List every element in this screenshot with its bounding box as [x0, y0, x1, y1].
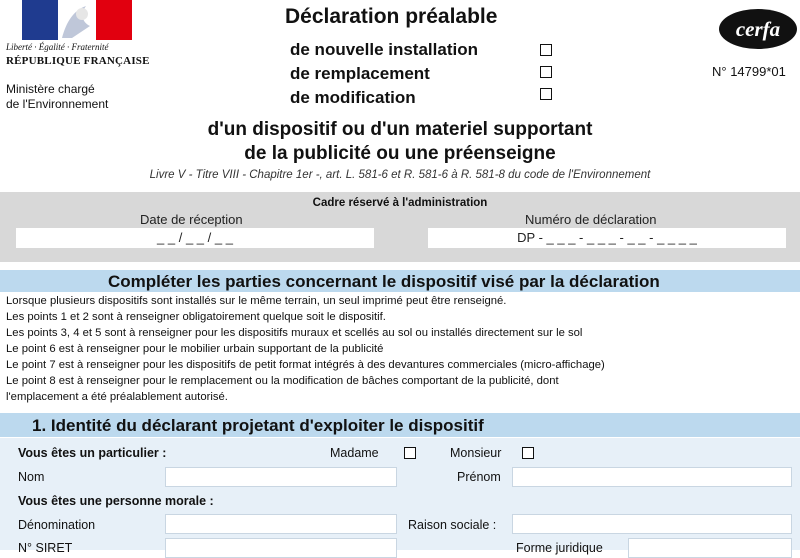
instruction-line: Le point 6 est à renseigner pour le mobilier urbain supportant de la publicité	[6, 343, 384, 355]
instruction-line: Le point 8 est à renseigner pour le remplacement ou la modification de bâches comportant de la publicité, dont	[6, 375, 559, 387]
prenom-field[interactable]	[512, 467, 792, 487]
instruction-line: l'emplacement a été préalablement autorisé.	[6, 391, 228, 403]
declaration-number-field[interactable]: DP - _ _ _ - _ _ _ - _ _ - _ _ _ _	[428, 228, 786, 248]
section-1-title: 1. Identité du déclarant projetant d'exploiter le dispositif	[32, 416, 484, 435]
republic-motto: Liberté · Égalité · Fraternité	[6, 42, 109, 52]
particulier-label: Vous êtes un particulier :	[18, 446, 167, 460]
instruction-line: Lorsque plusieurs dispositifs sont installés sur le même terrain, un seul imprimé peut être renseigné.	[6, 295, 507, 307]
cerfa-logo	[718, 8, 798, 50]
ministry-line-1: Ministère chargé	[6, 82, 95, 96]
monsieur-label: Monsieur	[450, 446, 502, 460]
madame-label: Madame	[330, 446, 379, 460]
nom-label: Nom	[18, 470, 45, 484]
form-title: Déclaration préalable	[285, 5, 498, 28]
denomination-label: Dénomination	[18, 518, 96, 532]
monsieur-checkbox[interactable]	[522, 447, 534, 459]
prenom-label: Prénom	[457, 470, 501, 484]
ministry-label	[6, 82, 156, 112]
instructions-title: Compléter les parties concernant le dispositif visé par la déclaration	[108, 272, 660, 291]
option-nouvelle-installation-label: de nouvelle installation	[290, 40, 478, 59]
denomination-field[interactable]	[165, 514, 397, 534]
madame-checkbox[interactable]	[404, 447, 416, 459]
republic-name: RÉPUBLIQUE FRANÇAISE	[6, 55, 150, 67]
cerfa-number: N° 14799*01	[712, 64, 786, 79]
forme-juridique-field[interactable]	[628, 538, 792, 558]
nom-field[interactable]	[165, 467, 397, 487]
ministry-line-2: de l'Environnement	[6, 97, 109, 111]
option-remplacement-label: de remplacement	[290, 64, 430, 83]
admin-frame-title: Cadre réservé à l'administration	[312, 197, 488, 209]
cerfa-logo-text: cerfa	[735, 17, 781, 41]
instruction-line: Les points 1 et 2 sont à renseigner obligatoirement quelque soit le dispositif.	[6, 311, 386, 323]
subtitle-line-2: de la publicité ou une préenseigne	[244, 143, 556, 164]
checkbox-nouvelle-installation[interactable]	[540, 44, 552, 56]
reception-date-label: Date de réception	[140, 212, 243, 227]
option-modification-label: de modification	[290, 88, 416, 107]
personne-morale-label: Vous êtes une personne morale :	[18, 494, 214, 508]
legal-reference: Livre V - Titre VIII - Chapitre 1er -, art. L. 581-6 et R. 581-6 à R. 581-8 du code de l'Environnement	[149, 169, 651, 181]
siret-field[interactable]	[165, 538, 397, 558]
checkbox-modification[interactable]	[540, 88, 552, 100]
marianne-logo	[22, 0, 132, 40]
raison-sociale-label: Raison sociale :	[408, 518, 497, 532]
reception-date-field[interactable]: _ _ / _ _ / _ _	[16, 228, 374, 248]
checkbox-remplacement[interactable]	[540, 66, 552, 78]
declaration-number-label: Numéro de déclaration	[525, 212, 657, 227]
forme-juridique-label: Forme juridique	[516, 541, 603, 555]
subtitle-line-1: d'un dispositif ou d'un materiel supportant	[207, 119, 593, 140]
instruction-line: Le point 7 est à renseigner pour les dispositifs de petit format intégrés à des devantures commerciales (micro-affichage)	[6, 359, 605, 371]
siret-label: N° SIRET	[18, 541, 73, 555]
instruction-line: Les points 3, 4 et 5 sont à renseigner pour les dispositifs muraux et scellés au sol ou installés directement sur le sol	[6, 327, 583, 339]
raison-sociale-field[interactable]	[512, 514, 792, 534]
